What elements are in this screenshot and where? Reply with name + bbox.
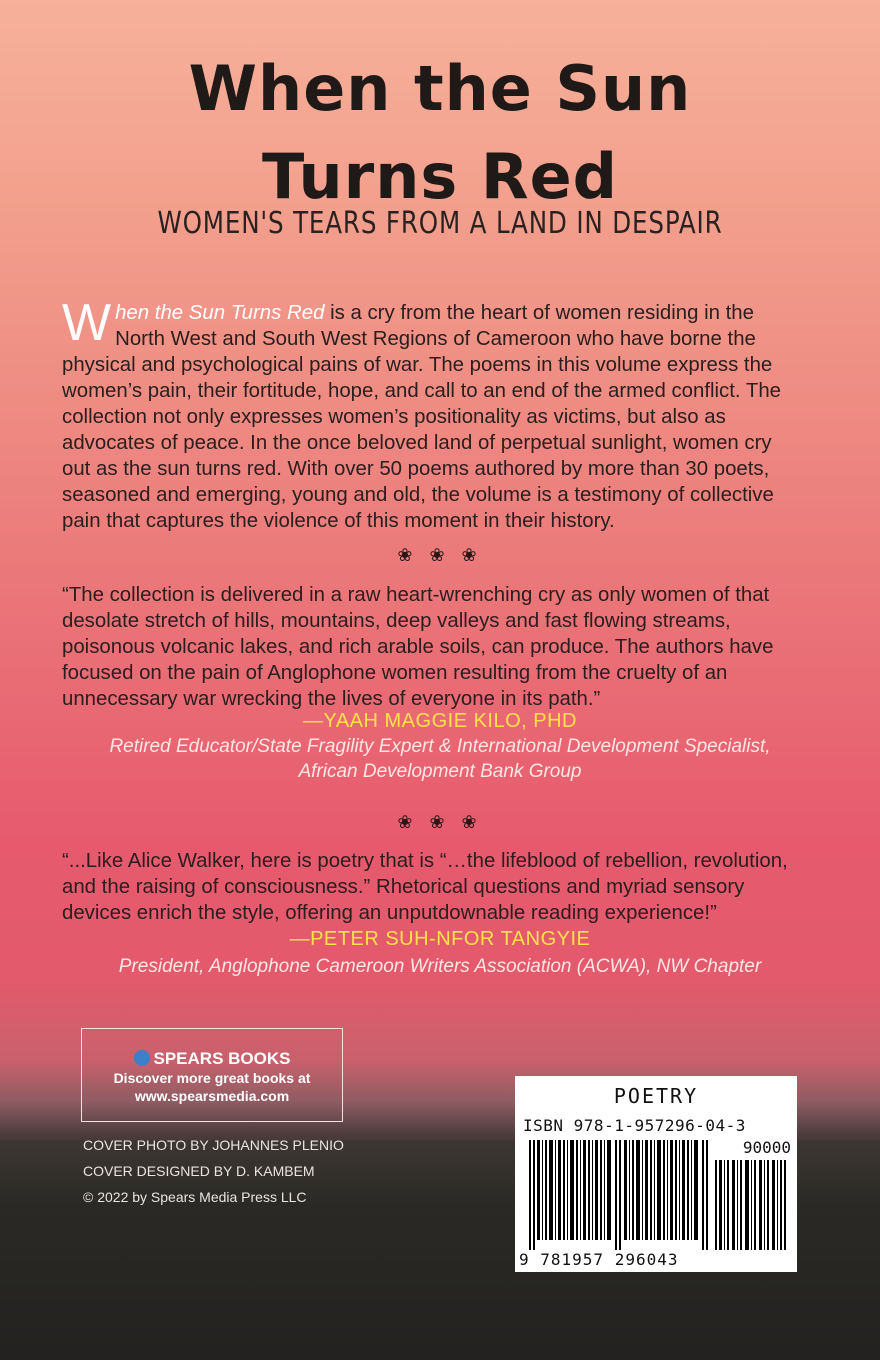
publisher-url: www.spearsmedia.com (134, 1088, 290, 1104)
book-subtitle: WOMEN'S TEARS FROM A LAND IN DESPAIR (157, 206, 723, 241)
blurb-text: is a cry from the heart of women residing in the North West and South West Regions of Cameroon who have borne the physical and psychological pains of war. The poems in this volume express the women’s pain, their fortitude, hope, and call to an end of the armed conflict. The collection not only expresses women’s positionality as victims, but also as advocates of peace. In the once beloved land of perpetual sunlight, women cry out as the sun turns red. With over 50 poems authored by more than 30 poets, seasoned and emerging, young and old, the volume is a testimony of collective pain that captures the violence of this moment in their history. (62, 302, 782, 532)
review-role-2: President, Anglophone Cameroon Writers Association (ACWA), NW Chapter (118, 956, 762, 977)
book-blurb (62, 294, 802, 534)
review-author-1: —YAAH MAGGIE KILO, PHD (302, 710, 578, 732)
review-role-1-line-2: African Development Bank Group (298, 761, 582, 782)
review-role-1 (60, 734, 820, 784)
publisher-tagline: Discover more great books at (113, 1070, 311, 1086)
book-title-line-1: When the Sun (188, 52, 692, 125)
ean-digits: 9 781957 296043 (519, 1250, 679, 1269)
review-author-2: —PETER SUH-NFOR TANGYIE (289, 928, 591, 950)
ean-barcode-bars (529, 1140, 709, 1250)
publisher-box (81, 1028, 343, 1122)
cover-design-credit: COVER DESIGNED BY D. KAMBEM (83, 1163, 315, 1179)
addon-barcode-bars (715, 1160, 787, 1250)
flower-divider-icon: ❀ ❀ ❀ (397, 812, 483, 832)
cover-photo-credit: COVER PHOTO BY JOHANNES PLENIO (83, 1137, 344, 1153)
isbn-barcode (515, 1076, 797, 1272)
isbn-number: ISBN 978-1-957296-04-3 (523, 1116, 746, 1135)
review-quote-2: “...Like Alice Walker, here is poetry that is “…the lifeblood of rebellion, revolution, and the raising of consciousness.” Rhetorical questions and myriad sensory devices enrich the style, offering an unputdownable reading experience!” (62, 850, 788, 924)
flower-divider-icon: ❀ ❀ ❀ (397, 545, 483, 565)
genre-label: POETRY (613, 1084, 699, 1108)
drop-cap: W (62, 294, 112, 352)
review-quote-1: “The collection is delivered in a raw heart-wrenching cry as only women of that desolate stretch of hills, mountains, deep valleys and fast flowing streams, poisonous volcanic lakes, and rich arable soils, can produce. The authors have focused on the pain of Anglophone women resulting from the cruelty of an unnecessary war wrecking the lives of everyone in its path.” (62, 584, 774, 710)
price-code: 90000 (742, 1138, 791, 1157)
publisher-logo (82, 1049, 342, 1069)
publisher-name: SPEARS BOOKS (153, 1049, 291, 1068)
blurb-title-italic: hen the Sun Turns Red (115, 302, 325, 324)
review-role-1-line-1: Retired Educator/State Fragility Expert & International Development Specialist, (109, 736, 771, 757)
book-title-line-2: Turns Red (262, 140, 618, 213)
copyright: © 2022 by Spears Media Press LLC (83, 1189, 307, 1205)
publisher-logo-icon (134, 1050, 150, 1066)
